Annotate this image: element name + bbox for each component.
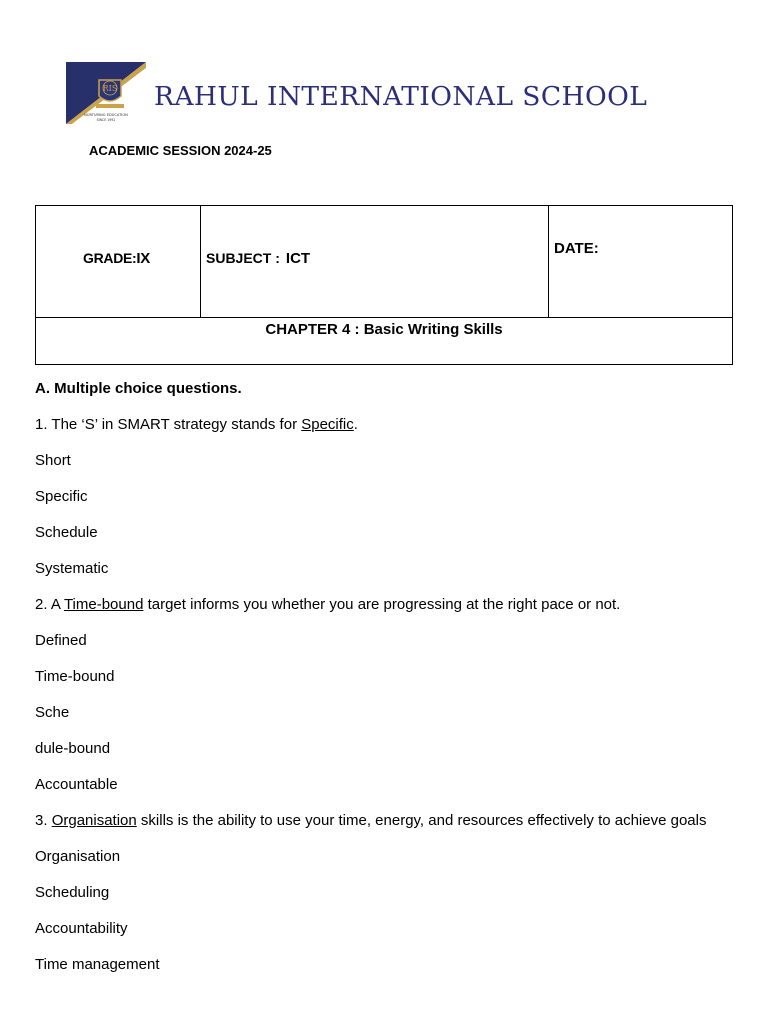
option: dule-bound (35, 740, 111, 757)
question-answer: Organisation (51, 812, 137, 829)
option: Short (35, 452, 71, 469)
school-name: RAHUL INTERNATIONAL SCHOOL (154, 81, 648, 112)
question-text: 3. (35, 812, 52, 829)
question-text: 1. The ‘S’ in SMART strategy stands for (35, 416, 302, 433)
option: Organisation (35, 848, 121, 865)
question-1 (35, 414, 745, 450)
logo-tagline: NURTURING EDUCATION (84, 113, 128, 117)
option: Defined (35, 632, 87, 649)
academic-session: ACADEMIC SESSION 2024-25 (89, 143, 272, 158)
option: Scheduling (35, 884, 110, 901)
option: Time management (35, 956, 160, 973)
grade-value: IX (136, 250, 150, 267)
question-text-end: skills is the ability to use your time, energy, and resources effectively to achieve goals (136, 812, 707, 829)
subject-cell (201, 206, 549, 318)
question-2 (35, 594, 745, 630)
grade-label: GRADE: (83, 250, 137, 266)
option: Accountability (35, 920, 128, 937)
logo-since: SINCE 1992 (96, 118, 116, 122)
option: Schedule (35, 524, 98, 541)
subject-label: SUBJECT : (206, 250, 280, 266)
school-logo (66, 62, 146, 124)
date-cell (549, 206, 733, 318)
section-title: A. Multiple choice questions. (35, 380, 242, 397)
option: Specific (35, 488, 88, 505)
question-answer: Specific (301, 416, 354, 433)
question-answer: Time-bound (63, 596, 144, 613)
option: Accountable (35, 776, 118, 793)
logo-initials: RIS (102, 84, 118, 93)
question-text: 2. A (35, 596, 64, 613)
date-label: DATE: (554, 240, 599, 257)
grade-cell (36, 206, 201, 318)
chapter-cell (36, 318, 733, 365)
chapter-title: CHAPTER 4 : Basic Writing Skills (265, 321, 503, 338)
info-table (35, 205, 733, 365)
question-3 (35, 810, 745, 846)
option: Time-bound (35, 668, 115, 685)
question-text-end: target informs you whether you are progressing at the right pace or not. (143, 596, 621, 613)
subject-value: ICT (285, 250, 311, 267)
question-text-end: . (353, 416, 358, 433)
option: Sche (35, 704, 70, 721)
question-content (35, 378, 745, 990)
option: Systematic (35, 560, 109, 577)
school-header (66, 62, 706, 124)
